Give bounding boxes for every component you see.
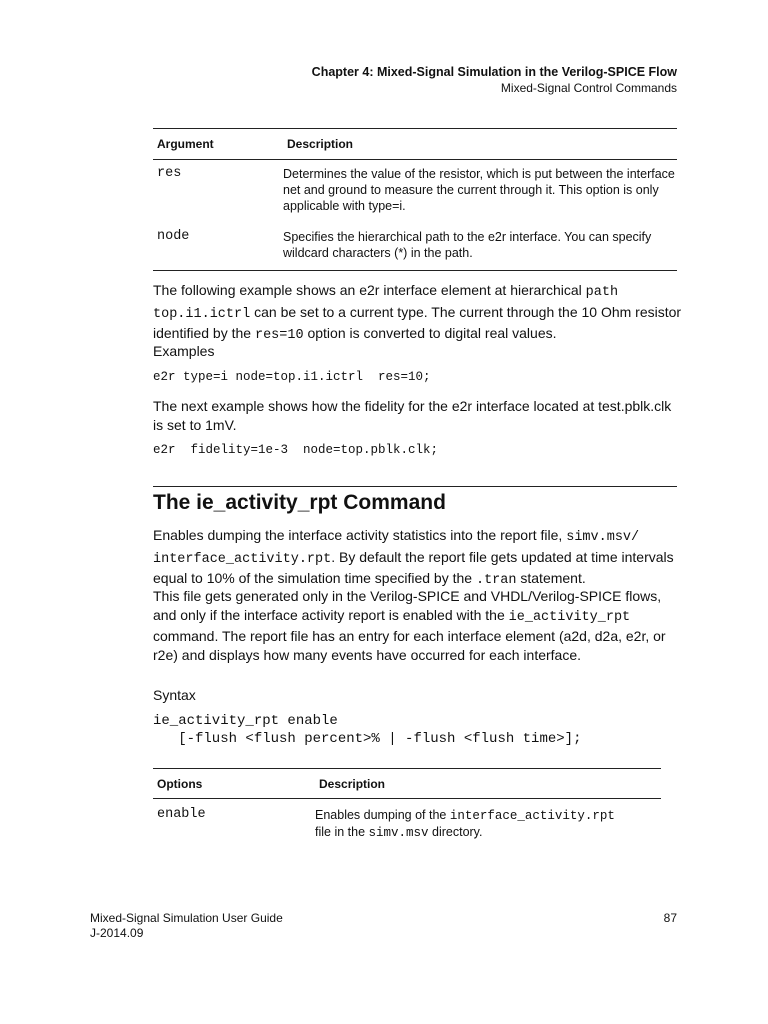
- code-example-1: e2r type=i node=top.i1.ictrl res=10;: [153, 370, 431, 384]
- inline-code: ie_activity_rpt: [508, 609, 631, 625]
- syntax-line-2: [-flush <flush percent>% | -flush <flush time>];: [153, 731, 582, 747]
- examples-label: Examples: [153, 343, 215, 359]
- option-description: [315, 799, 661, 842]
- cell-text: directory.: [428, 825, 483, 839]
- report-file-paragraph: [153, 587, 683, 664]
- table-row: [153, 160, 677, 227]
- cell-text: Enables dumping of the: [315, 808, 450, 822]
- inline-code: res=10: [254, 328, 304, 343]
- inline-code: path top.i1.ictrl: [153, 285, 619, 322]
- running-header-chapter: Chapter 4: Mixed-Signal Simulation in the Verilog-SPICE Flow: [311, 65, 677, 79]
- fidelity-paragraph: The next example shows how the fidelity for the e2r interface located at test.pblk.clk is set to 1mV.: [153, 398, 672, 433]
- column-header-description: Description: [315, 769, 661, 799]
- paragraph-text: option is converted to digital real values.: [303, 325, 557, 341]
- inline-code: interface_activity.rpt: [449, 809, 615, 823]
- column-header-options: Options: [153, 769, 315, 799]
- table-row: [153, 799, 661, 842]
- argument-name: res: [157, 166, 182, 181]
- table-row: [153, 226, 677, 271]
- command-description-paragraph: [153, 526, 683, 591]
- option-name: enable: [157, 807, 206, 822]
- argument-table: [153, 128, 677, 271]
- code-example-2: e2r fidelity=1e-3 node=top.pblk.clk;: [153, 443, 439, 457]
- paragraph-text: command. The report file has an entry for each interface element (a2d, d2a, e2r, or r2e) and displays how many events have occurred for each interface.: [153, 628, 666, 663]
- options-table: [153, 768, 661, 841]
- paragraph-text: can be set to a current type. The current through the 10 Ohm resistor identified by the: [153, 303, 682, 341]
- paragraph-text: . By default the report file gets updated at time intervals equal to 10% of the simulation time specified by the: [153, 548, 674, 586]
- page-number: 87: [663, 911, 677, 925]
- inline-code: simv.msv/ interface_activity.rpt: [153, 530, 640, 567]
- inline-code: .tran: [475, 573, 517, 588]
- column-header-description: Description: [283, 129, 677, 160]
- section-rule: [153, 486, 677, 487]
- footer-version: J-2014.09: [90, 926, 144, 940]
- argument-name: node: [157, 229, 190, 244]
- paragraph-text: statement.: [516, 570, 586, 586]
- paragraph-text: Enables dumping the interface activity statistics into the report file,: [153, 527, 567, 543]
- inline-code: simv.msv: [368, 826, 429, 840]
- footer-guide-title: Mixed-Signal Simulation User Guide: [90, 911, 283, 925]
- column-header-argument: Argument: [153, 129, 283, 160]
- example-intro-paragraph: [153, 281, 683, 346]
- syntax-label: Syntax: [153, 687, 196, 703]
- running-header-section: Mixed-Signal Control Commands: [500, 81, 677, 95]
- syntax-line-1: ie_activity_rpt enable: [153, 713, 338, 729]
- table-header-row: [153, 769, 661, 799]
- argument-description: Determines the value of the resistor, which is put between the interface net and ground to measure the current through it. This option is only applicable with type=i.: [283, 167, 675, 213]
- argument-description: Specifies the hierarchical path to the e2r interface. You can specify wildcard characters (*) in the path.: [283, 230, 652, 260]
- cell-text: file in the: [315, 825, 369, 839]
- paragraph-text: This file gets generated only in the Verilog-SPICE and VHDL/Verilog-SPICE flows, and only if the interface activity report is enabled with the: [153, 588, 662, 623]
- paragraph-text: The following example shows an e2r interface element at hierarchical: [153, 282, 586, 298]
- table-header-row: [153, 129, 677, 160]
- section-heading: The ie_activity_rpt Command: [153, 491, 446, 514]
